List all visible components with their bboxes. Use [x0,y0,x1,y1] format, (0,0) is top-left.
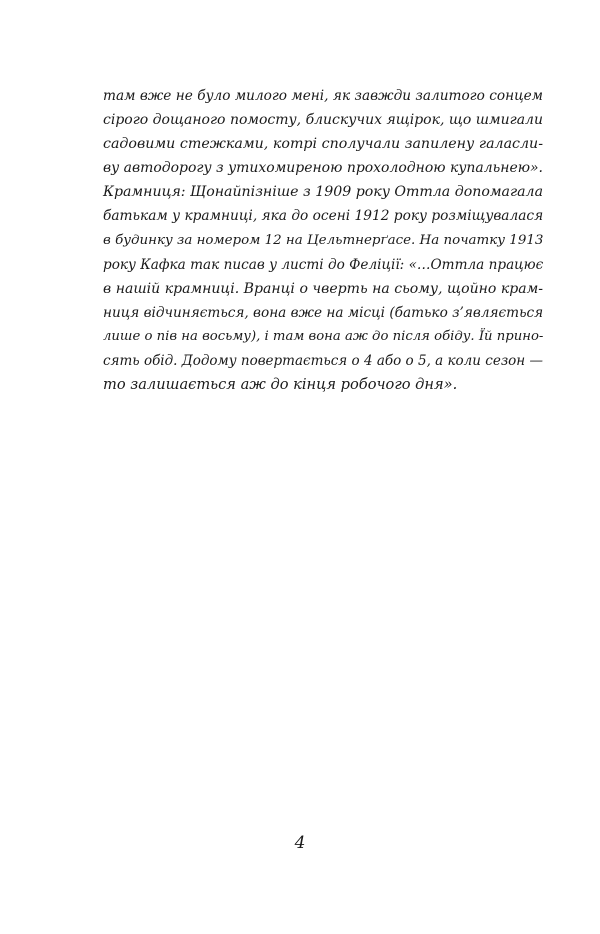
text-line-7: в будинку за номером 12 на Цельтнерґасе. На початку 1913 [103,232,544,248]
text-line-5: Крамниця: Щонайпізніше з 1909 року Оттла допомагала [103,184,543,201]
text-line-12: сять обід. Додому повертається о 4 або о 5, а коли сезон — [103,353,543,370]
text-line-1: там вже не було милого мені, як завжди залитого сонцем [103,88,543,104]
text-line-9: в нашій крамниці. Вранці о чверть на сьому, щойно крам- [103,280,543,297]
text-line-8: року Кафка так писав у листі до Феліції: «…Оттла працює [103,256,544,273]
page-number: 4 [294,833,306,853]
text-line-4: ву автодорогу з утихомиреною прохолодною купальнею». [103,160,543,177]
text-line-10: ниця відчиняється, вона вже на місці (батько з’являється [103,304,544,321]
text-line-6: батькам у крамниці, яка до осені 1912 року розміщувалася [103,208,544,225]
text-line-2: сірого дощаного помосту, блискучих ящірок, що шмигали [103,112,543,129]
text-line-11: лише о пів на восьму), і там вона аж до після обіду. Їй прино- [103,328,544,344]
body-text [103,84,543,397]
text-line-13: то залишається аж до кінця робочого дня». [103,376,458,394]
text-line-3: садовими стежками, котрі сполучали запилену галасли- [103,136,543,153]
